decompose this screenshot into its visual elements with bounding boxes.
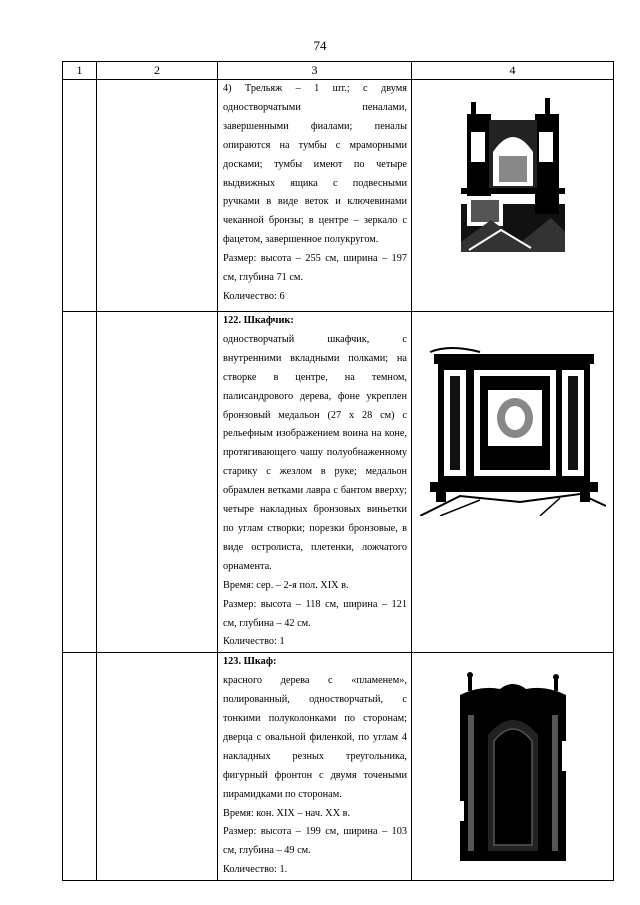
item-title: 122. Шкафчик: bbox=[223, 315, 294, 326]
table-row bbox=[63, 653, 614, 881]
item-quantity: Количество: 1. bbox=[223, 864, 288, 876]
inventory-table bbox=[62, 61, 614, 881]
item-size: Размер: высота – 255 см, ширина – 197 см, глубина 71 см. bbox=[223, 253, 407, 284]
cabinet-photo bbox=[420, 344, 606, 516]
cell-name bbox=[97, 80, 218, 312]
cell-description bbox=[218, 653, 412, 881]
column-header: 2 bbox=[97, 62, 218, 80]
cell-number bbox=[63, 653, 97, 881]
page-number: 74 bbox=[313, 38, 327, 53]
item-quantity: Количество: 1 bbox=[223, 636, 285, 648]
item-quantity: Количество: 6 bbox=[223, 290, 285, 302]
cell-description bbox=[218, 80, 412, 312]
cell-photo bbox=[412, 653, 614, 881]
cell-name bbox=[97, 312, 218, 653]
column-header: 4 bbox=[412, 62, 614, 80]
column-header: 1 bbox=[63, 62, 97, 80]
cell-photo bbox=[412, 80, 614, 312]
wardrobe-photo bbox=[460, 671, 566, 861]
item-period: Время: кон. XIX – нач. XX в. bbox=[223, 807, 351, 819]
cell-photo bbox=[412, 312, 614, 653]
item-description: 4) Трельяж – 1 шт.; с двумя одностворчатыми пеналами, завершенными фиалами; пеналы опираются на тумбы с мраморными досками; тумбы имеют по четыре выдвижных ящика с подвесными ручками в виде веток и ключевинами чеканной бронзы; в центре – зеркало с фацетом, завершенное полукругом. bbox=[223, 83, 407, 246]
cell-name bbox=[97, 653, 218, 881]
item-description: красного дерева с «пламенем», полированный, одностворчатый, с тонкими полуколонками по сторонам; дверца с овальной филенкой, по углам 4 накладных резных треугольника, фигурный фронтон с двумя точеными пирамидками по сторонам. bbox=[223, 675, 407, 800]
table-row bbox=[63, 312, 614, 653]
column-header: 3 bbox=[218, 62, 412, 80]
cell-number bbox=[63, 312, 97, 653]
item-title: 123. Шкаф: bbox=[223, 656, 277, 668]
table-header-row bbox=[63, 62, 614, 80]
table-row bbox=[63, 80, 614, 312]
item-size: Размер: высота – 199 см, ширина – 103 см, глубина – 49 см. bbox=[223, 826, 407, 857]
item-size: Размер: высота – 118 см, ширина – 121 см, глубина – 42 см. bbox=[223, 598, 407, 629]
trellis-mirror-photo bbox=[461, 92, 565, 252]
cell-description bbox=[218, 312, 412, 653]
item-description: одностворчатый шкафчик, с внутренними вкладными полками; на створке в центре, на темном, палисандрового дерева, фоне укреплен бронзовый медальон (27 х 28 см) с рельефным изображением воина на коне, протягивающего чашу полуобнаженному старику с жезлом в руке; медальон обрамлен ветками лавра с бантом вверху; четыре накладных бронзовых виньетки по углам створки; порезки бронзовые, в виде остролиста, плетенки, ложчатого орнамента. bbox=[223, 333, 407, 572]
cell-number bbox=[63, 80, 97, 312]
item-period: Время: сер. – 2-я пол. XIX в. bbox=[223, 579, 349, 591]
